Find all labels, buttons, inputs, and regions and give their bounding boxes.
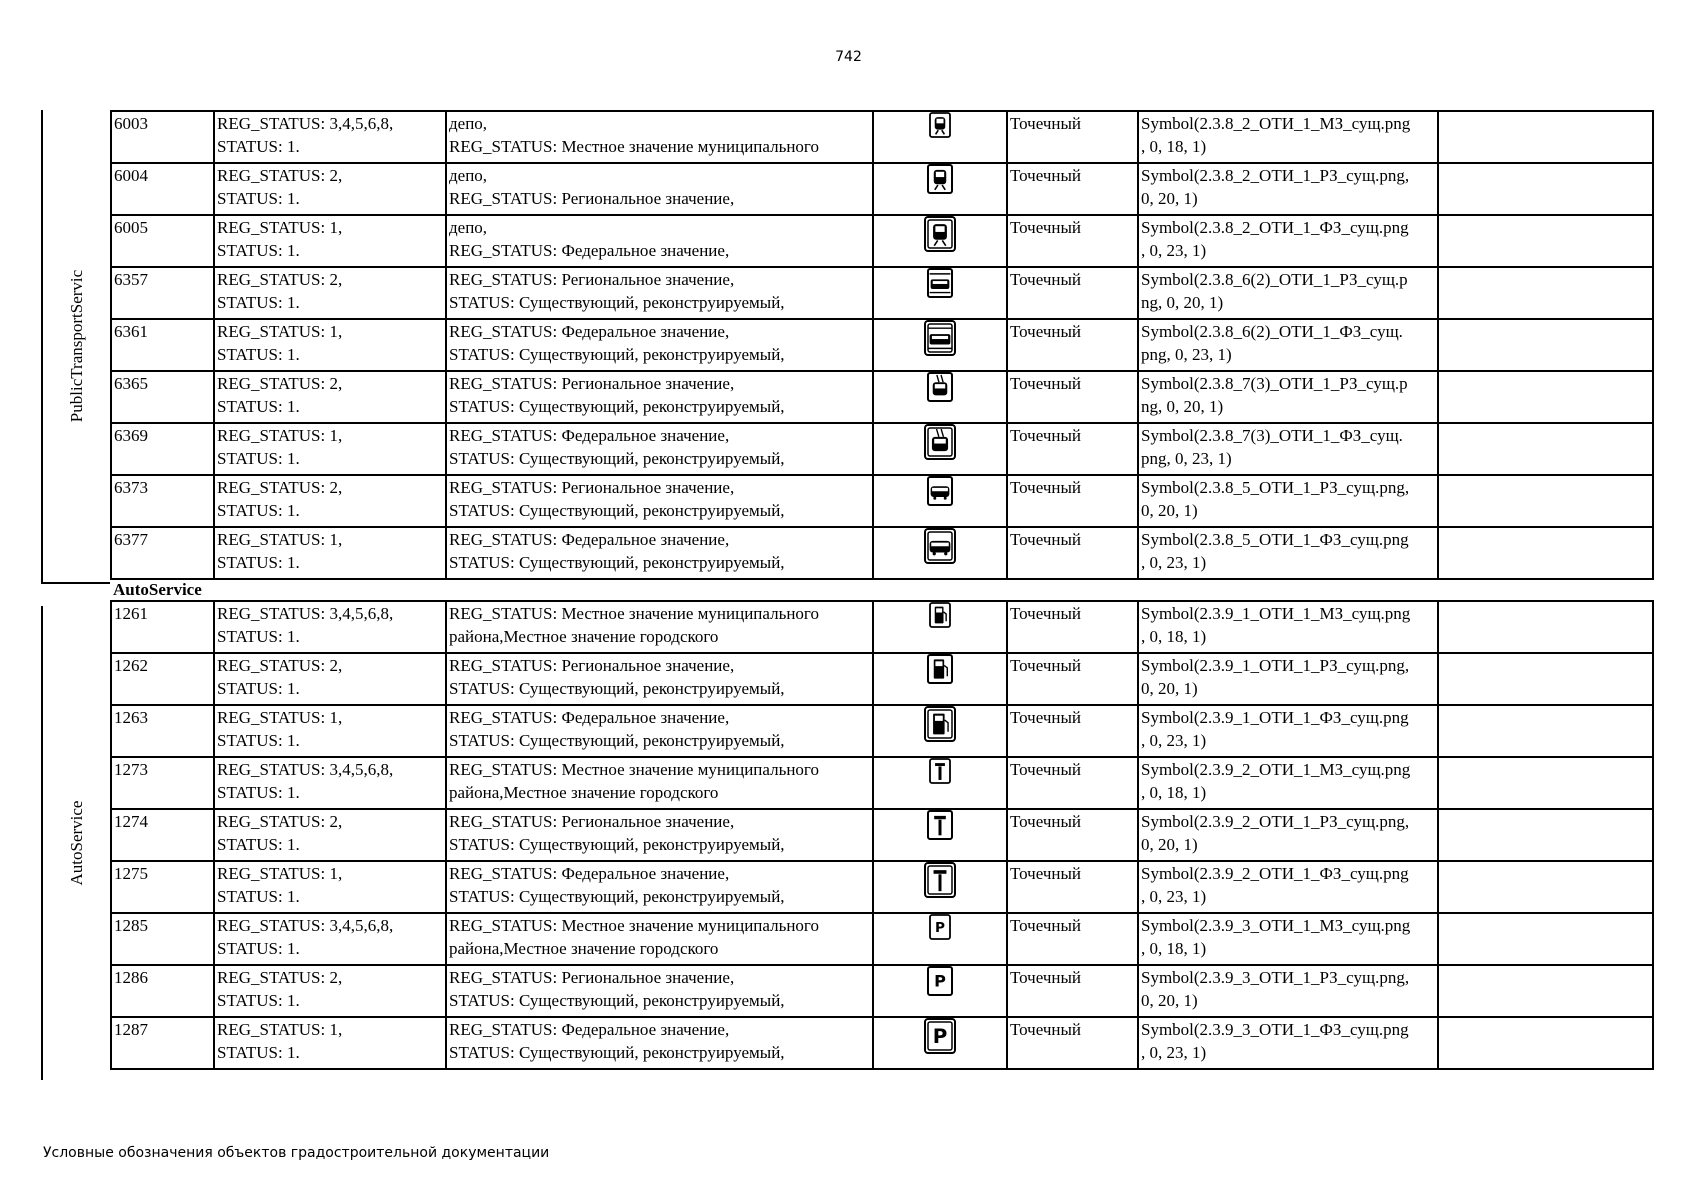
- empty-cell: [1438, 111, 1653, 163]
- description-cell: [446, 371, 873, 423]
- symbol-cell: [873, 965, 1007, 1017]
- group-label-public-transport: [41, 110, 110, 584]
- symbol-spec-cell: [1138, 111, 1438, 163]
- reg-status-cell: [214, 319, 446, 371]
- table-row: [111, 1017, 1653, 1069]
- description-line-1: REG_STATUS: Федеральное значение,: [449, 530, 730, 549]
- tram-depot-icon: [927, 272, 953, 291]
- description-cell: [446, 423, 873, 475]
- description-line-1: депо,: [449, 166, 488, 185]
- object-code: 6373: [111, 475, 214, 527]
- symbol-spec-line-1: Symbol(2.3.9_3_ОТИ_1_ФЗ_сущ.png: [1141, 1020, 1409, 1039]
- geometry-type: Точечный: [1007, 653, 1138, 705]
- status-values: STATUS: 1.: [217, 887, 300, 906]
- symbol-spec-line-1: Symbol(2.3.8_5_ОТИ_1_РЗ_сущ.png,: [1141, 478, 1410, 497]
- reg-status-values: REG_STATUS: 2,: [217, 812, 343, 831]
- empty-cell: [1438, 163, 1653, 215]
- symbol-cell: [873, 809, 1007, 861]
- description-line-1: депо,: [449, 218, 488, 237]
- object-code: 6005: [111, 215, 214, 267]
- description-line-1: REG_STATUS: Региональное значение,: [449, 374, 735, 393]
- table-row: [111, 809, 1653, 861]
- description-cell: [446, 1017, 873, 1069]
- geometry-type: Точечный: [1007, 757, 1138, 809]
- symbol-cell: [873, 913, 1007, 965]
- description-line-1: REG_STATUS: Региональное значение,: [449, 478, 735, 497]
- fuel-station-icon: [924, 713, 956, 732]
- symbol-spec-cell: [1138, 163, 1438, 215]
- symbol-spec-line-1: Symbol(2.3.9_1_ОТИ_1_ФЗ_сущ.png: [1141, 708, 1409, 727]
- empty-cell: [1438, 475, 1653, 527]
- section-header-row: [111, 579, 1653, 601]
- geometry-type: Точечный: [1007, 601, 1138, 653]
- table-row: [111, 705, 1653, 757]
- object-code: 1262: [111, 653, 214, 705]
- reg-status-cell: [214, 913, 446, 965]
- symbol-spec-line-2: , 0, 18, 1): [1141, 939, 1207, 958]
- geometry-type: Точечный: [1007, 423, 1138, 475]
- object-code: 6004: [111, 163, 214, 215]
- bus-depot-icon: [924, 535, 956, 554]
- symbol-spec-line-1: Symbol(2.3.8_5_ОТИ_1_ФЗ_сущ.png: [1141, 530, 1409, 549]
- symbol-spec-line-1: Symbol(2.3.8_7(3)_ОТИ_1_ФЗ_сущ.: [1141, 426, 1403, 445]
- symbol-spec-cell: [1138, 423, 1438, 475]
- group-label-autoservice: [41, 606, 110, 1080]
- reg-status-cell: [214, 163, 446, 215]
- symbol-spec-cell: [1138, 1017, 1438, 1069]
- symbol-cell: [873, 475, 1007, 527]
- reg-status-values: REG_STATUS: 2,: [217, 166, 343, 185]
- table-row: [111, 111, 1653, 163]
- reg-status-values: REG_STATUS: 1,: [217, 864, 343, 883]
- status-values: STATUS: 1.: [217, 449, 300, 468]
- symbol-cell: [873, 861, 1007, 913]
- symbol-spec-cell: [1138, 319, 1438, 371]
- reg-status-values: REG_STATUS: 1,: [217, 426, 343, 445]
- geometry-type: Точечный: [1007, 111, 1138, 163]
- geometry-type: Точечный: [1007, 163, 1138, 215]
- reg-status-values: REG_STATUS: 2,: [217, 374, 343, 393]
- geometry-type: Точечный: [1007, 527, 1138, 579]
- empty-cell: [1438, 861, 1653, 913]
- symbol-cell: [873, 267, 1007, 319]
- status-values: STATUS: 1.: [217, 397, 300, 416]
- symbol-cell: [873, 215, 1007, 267]
- table-row: [111, 653, 1653, 705]
- symbol-cell: [873, 163, 1007, 215]
- fuel-station-icon: [929, 604, 951, 623]
- status-values: STATUS: 1.: [217, 731, 300, 750]
- tram-depot-icon: [924, 327, 956, 346]
- parking-icon: [924, 1025, 956, 1049]
- object-code: 6357: [111, 267, 214, 319]
- symbol-spec-line-1: Symbol(2.3.9_3_ОТИ_1_МЗ_сущ.png: [1141, 916, 1411, 935]
- description-line-2: STATUS: Существующий, реконструируемый,: [449, 731, 785, 750]
- car-service-icon: [927, 814, 953, 833]
- reg-status-cell: [214, 527, 446, 579]
- description-line-2: района,Местное значение городского: [449, 783, 719, 802]
- empty-cell: [1438, 965, 1653, 1017]
- table-row: [111, 965, 1653, 1017]
- object-code: 6369: [111, 423, 214, 475]
- reg-status-cell: [214, 705, 446, 757]
- symbol-spec-cell: [1138, 475, 1438, 527]
- reg-status-cell: [214, 861, 446, 913]
- description-cell: [446, 809, 873, 861]
- symbol-cell: [873, 601, 1007, 653]
- symbol-spec-line-2: , 0, 18, 1): [1141, 137, 1207, 156]
- geometry-type: Точечный: [1007, 965, 1138, 1017]
- geometry-type: Точечный: [1007, 809, 1138, 861]
- reg-status-values: REG_STATUS: 1,: [217, 708, 343, 727]
- reg-status-values: REG_STATUS: 2,: [217, 656, 343, 675]
- reg-status-values: REG_STATUS: 3,4,5,6,8,: [217, 604, 394, 623]
- description-line-2: STATUS: Существующий, реконструируемый,: [449, 553, 785, 572]
- description-line-2: района,Местное значение городского: [449, 627, 719, 646]
- symbol-spec-line-1: Symbol(2.3.9_1_ОТИ_1_МЗ_сущ.png: [1141, 604, 1411, 623]
- object-code: 6377: [111, 527, 214, 579]
- reg-status-values: REG_STATUS: 1,: [217, 530, 343, 549]
- status-values: STATUS: 1.: [217, 1043, 300, 1062]
- symbol-spec-line-1: Symbol(2.3.8_2_ОТИ_1_ФЗ_сущ.png: [1141, 218, 1409, 237]
- symbol-spec-line-1: Symbol(2.3.8_2_ОТИ_1_РЗ_сущ.png,: [1141, 166, 1410, 185]
- status-values: STATUS: 1.: [217, 189, 300, 208]
- object-code: 1274: [111, 809, 214, 861]
- object-code: 1261: [111, 601, 214, 653]
- empty-cell: [1438, 423, 1653, 475]
- reg-status-values: REG_STATUS: 1,: [217, 322, 343, 341]
- table-row: [111, 913, 1653, 965]
- description-line-2: STATUS: Существующий, реконструируемый,: [449, 345, 785, 364]
- symbol-spec-cell: [1138, 705, 1438, 757]
- trolleybus-depot-icon: [927, 376, 953, 395]
- symbol-spec-line-2: , 0, 23, 1): [1141, 887, 1207, 906]
- symbol-spec-line-2: png, 0, 23, 1): [1141, 345, 1232, 364]
- object-code: 6365: [111, 371, 214, 423]
- object-code: 1287: [111, 1017, 214, 1069]
- reg-status-values: REG_STATUS: 3,4,5,6,8,: [217, 760, 394, 779]
- table-row: [111, 527, 1653, 579]
- parking-icon: [927, 970, 953, 989]
- description-line-2: STATUS: Существующий, реконструируемый,: [449, 449, 785, 468]
- description-cell: [446, 757, 873, 809]
- symbol-spec-line-1: Symbol(2.3.9_2_ОТИ_1_ФЗ_сущ.png: [1141, 864, 1409, 883]
- description-cell: [446, 913, 873, 965]
- footer-text: Условные обозначения объектов градостроительной документации: [43, 1145, 550, 1161]
- symbol-spec-cell: [1138, 653, 1438, 705]
- car-service-icon: [924, 869, 956, 888]
- description-cell: [446, 527, 873, 579]
- reg-status-cell: [214, 653, 446, 705]
- description-line-2: STATUS: Существующий, реконструируемый,: [449, 1043, 785, 1062]
- status-values: STATUS: 1.: [217, 939, 300, 958]
- description-line-1: REG_STATUS: Федеральное значение,: [449, 864, 730, 883]
- description-line-2: STATUS: Существующий, реконструируемый,: [449, 835, 785, 854]
- reg-status-values: REG_STATUS: 1,: [217, 1020, 343, 1039]
- description-cell: [446, 267, 873, 319]
- depot-metro-icon: [924, 223, 956, 242]
- reg-status-cell: [214, 215, 446, 267]
- description-line-2: REG_STATUS: Федеральное значение,: [449, 241, 730, 260]
- description-line-2: STATUS: Существующий, реконструируемый,: [449, 679, 785, 698]
- empty-cell: [1438, 371, 1653, 423]
- reg-status-cell: [214, 267, 446, 319]
- symbol-spec-line-1: Symbol(2.3.9_2_ОТИ_1_РЗ_сущ.png,: [1141, 812, 1410, 831]
- object-code: 6003: [111, 111, 214, 163]
- description-cell: [446, 163, 873, 215]
- svg-text:P: P: [932, 1025, 948, 1049]
- description-line-2: STATUS: Существующий, реконструируемый,: [449, 501, 785, 520]
- symbol-spec-line-2: 0, 20, 1): [1141, 991, 1198, 1010]
- geometry-type: Точечный: [1007, 475, 1138, 527]
- symbol-spec-line-2: 0, 20, 1): [1141, 501, 1198, 520]
- symbol-cell: [873, 371, 1007, 423]
- object-code: 1275: [111, 861, 214, 913]
- status-values: STATUS: 1.: [217, 991, 300, 1010]
- reg-status-cell: [214, 809, 446, 861]
- description-line-1: депо,: [449, 114, 488, 133]
- bus-depot-icon: [927, 480, 953, 499]
- depot-metro-icon: [929, 114, 951, 133]
- description-line-2: REG_STATUS: Местное значение муниципального: [449, 137, 819, 156]
- description-line-1: REG_STATUS: Региональное значение,: [449, 656, 735, 675]
- status-values: STATUS: 1.: [217, 783, 300, 802]
- reg-status-values: REG_STATUS: 3,4,5,6,8,: [217, 114, 394, 133]
- symbol-cell: [873, 423, 1007, 475]
- description-line-2: района,Местное значение городского: [449, 939, 719, 958]
- geometry-type: Точечный: [1007, 705, 1138, 757]
- symbol-cell: [873, 757, 1007, 809]
- object-code: 1263: [111, 705, 214, 757]
- description-cell: [446, 475, 873, 527]
- object-code: 1273: [111, 757, 214, 809]
- description-line-1: REG_STATUS: Федеральное значение,: [449, 322, 730, 341]
- table-row: [111, 319, 1653, 371]
- empty-cell: [1438, 267, 1653, 319]
- geometry-type: Точечный: [1007, 1017, 1138, 1069]
- symbol-spec-line-1: Symbol(2.3.9_1_ОТИ_1_РЗ_сущ.png,: [1141, 656, 1410, 675]
- status-values: STATUS: 1.: [217, 501, 300, 520]
- description-line-1: REG_STATUS: Местное значение муниципального: [449, 916, 819, 935]
- symbol-spec-cell: [1138, 371, 1438, 423]
- reg-status-cell: [214, 965, 446, 1017]
- symbol-spec-line-1: Symbol(2.3.8_7(3)_ОТИ_1_РЗ_сущ.p: [1141, 374, 1408, 393]
- symbol-spec-cell: [1138, 913, 1438, 965]
- symbol-cell: [873, 111, 1007, 163]
- group-label-text: AutoService: [66, 800, 86, 886]
- parking-icon: [929, 916, 951, 935]
- description-line-1: REG_STATUS: Местное значение муниципального: [449, 604, 819, 623]
- symbol-spec-line-1: Symbol(2.3.9_2_ОТИ_1_МЗ_сущ.png: [1141, 760, 1411, 779]
- symbol-spec-line-1: Symbol(2.3.9_3_ОТИ_1_РЗ_сущ.png,: [1141, 968, 1410, 987]
- geometry-type: Точечный: [1007, 913, 1138, 965]
- description-line-1: REG_STATUS: Региональное значение,: [449, 968, 735, 987]
- description-line-2: STATUS: Существующий, реконструируемый,: [449, 397, 785, 416]
- reg-status-values: REG_STATUS: 2,: [217, 478, 343, 497]
- description-line-1: REG_STATUS: Федеральное значение,: [449, 708, 730, 727]
- table-row: [111, 267, 1653, 319]
- object-code: 6361: [111, 319, 214, 371]
- description-line-1: REG_STATUS: Региональное значение,: [449, 270, 735, 289]
- symbol-spec-line-1: Symbol(2.3.8_6(2)_ОТИ_1_ФЗ_сущ.: [1141, 322, 1403, 341]
- empty-cell: [1438, 527, 1653, 579]
- symbol-cell: [873, 527, 1007, 579]
- geometry-type: Точечный: [1007, 267, 1138, 319]
- description-line-2: STATUS: Существующий, реконструируемый,: [449, 293, 785, 312]
- reg-status-cell: [214, 423, 446, 475]
- description-line-1: REG_STATUS: Федеральное значение,: [449, 426, 730, 445]
- table-row: [111, 861, 1653, 913]
- table-row: [111, 475, 1653, 527]
- symbol-spec-line-2: , 0, 23, 1): [1141, 731, 1207, 750]
- status-values: STATUS: 1.: [217, 835, 300, 854]
- symbol-spec-line-2: png, 0, 23, 1): [1141, 449, 1232, 468]
- table-row: [111, 423, 1653, 475]
- geometry-type: Точечный: [1007, 215, 1138, 267]
- status-values: STATUS: 1.: [217, 293, 300, 312]
- symbol-spec-cell: [1138, 809, 1438, 861]
- empty-cell: [1438, 1017, 1653, 1069]
- description-line-1: REG_STATUS: Местное значение муниципального: [449, 760, 819, 779]
- symbol-spec-cell: [1138, 215, 1438, 267]
- symbol-spec-line-2: 0, 20, 1): [1141, 189, 1198, 208]
- symbol-spec-cell: [1138, 527, 1438, 579]
- symbol-spec-line-2: 0, 20, 1): [1141, 679, 1198, 698]
- car-service-icon: [929, 760, 951, 779]
- empty-cell: [1438, 601, 1653, 653]
- empty-cell: [1438, 319, 1653, 371]
- empty-cell: [1438, 809, 1653, 861]
- symbol-spec-line-2: , 0, 18, 1): [1141, 783, 1207, 802]
- description-cell: [446, 653, 873, 705]
- description-cell: [446, 705, 873, 757]
- trolleybus-depot-icon: [924, 431, 956, 450]
- reg-status-cell: [214, 111, 446, 163]
- description-cell: [446, 601, 873, 653]
- description-line-2: REG_STATUS: Региональное значение,: [449, 189, 735, 208]
- symbol-spec-cell: [1138, 757, 1438, 809]
- symbol-spec-line-2: , 0, 23, 1): [1141, 241, 1207, 260]
- description-line-2: STATUS: Существующий, реконструируемый,: [449, 991, 785, 1010]
- depot-metro-icon: [927, 168, 953, 187]
- geometry-type: Точечный: [1007, 861, 1138, 913]
- symbol-spec-line-2: , 0, 23, 1): [1141, 1043, 1207, 1062]
- reg-status-values: REG_STATUS: 1,: [217, 218, 343, 237]
- empty-cell: [1438, 757, 1653, 809]
- symbol-cell: [873, 319, 1007, 371]
- empty-cell: [1438, 653, 1653, 705]
- empty-cell: [1438, 913, 1653, 965]
- table-row: [111, 601, 1653, 653]
- symbol-spec-cell: [1138, 965, 1438, 1017]
- description-cell: [446, 111, 873, 163]
- symbol-spec-line-2: ng, 0, 20, 1): [1141, 397, 1224, 416]
- status-values: STATUS: 1.: [217, 679, 300, 698]
- status-values: STATUS: 1.: [217, 627, 300, 646]
- symbol-spec-line-2: , 0, 18, 1): [1141, 627, 1207, 646]
- table-row: [111, 215, 1653, 267]
- description-cell: [446, 215, 873, 267]
- table-row: [111, 163, 1653, 215]
- symbol-cell: [873, 653, 1007, 705]
- table-row: [111, 757, 1653, 809]
- reg-status-cell: [214, 601, 446, 653]
- reg-status-values: REG_STATUS: 3,4,5,6,8,: [217, 916, 394, 935]
- empty-cell: [1438, 215, 1653, 267]
- description-cell: [446, 965, 873, 1017]
- geometry-type: Точечный: [1007, 319, 1138, 371]
- description-cell: [446, 861, 873, 913]
- object-code: 1285: [111, 913, 214, 965]
- legend-table: [110, 110, 1654, 1070]
- symbol-cell: [873, 1017, 1007, 1069]
- description-line-1: REG_STATUS: Федеральное значение,: [449, 1020, 730, 1039]
- page-number: 742: [835, 49, 862, 65]
- symbol-spec-cell: [1138, 267, 1438, 319]
- object-code: 1286: [111, 965, 214, 1017]
- reg-status-values: REG_STATUS: 2,: [217, 270, 343, 289]
- section-header: AutoService: [111, 579, 1653, 601]
- symbol-spec-line-2: , 0, 23, 1): [1141, 553, 1207, 572]
- status-values: STATUS: 1.: [217, 345, 300, 364]
- status-values: STATUS: 1.: [217, 137, 300, 156]
- symbol-spec-line-1: Symbol(2.3.8_6(2)_ОТИ_1_РЗ_сущ.p: [1141, 270, 1408, 289]
- description-line-1: REG_STATUS: Региональное значение,: [449, 812, 735, 831]
- symbol-spec-line-2: ng, 0, 20, 1): [1141, 293, 1224, 312]
- geometry-type: Точечный: [1007, 371, 1138, 423]
- empty-cell: [1438, 705, 1653, 757]
- status-values: STATUS: 1.: [217, 241, 300, 260]
- description-cell: [446, 319, 873, 371]
- reg-status-cell: [214, 757, 446, 809]
- fuel-station-icon: [927, 658, 953, 677]
- reg-status-cell: [214, 1017, 446, 1069]
- symbol-cell: [873, 705, 1007, 757]
- symbol-spec-cell: [1138, 861, 1438, 913]
- status-values: STATUS: 1.: [217, 553, 300, 572]
- table-row: [111, 371, 1653, 423]
- reg-status-cell: [214, 371, 446, 423]
- group-label-text: PublicTransportServic: [66, 269, 86, 423]
- symbol-spec-cell: [1138, 601, 1438, 653]
- reg-status-cell: [214, 475, 446, 527]
- symbol-spec-line-2: 0, 20, 1): [1141, 835, 1198, 854]
- symbol-spec-line-1: Symbol(2.3.8_2_ОТИ_1_МЗ_сущ.png: [1141, 114, 1411, 133]
- svg-text:P: P: [935, 919, 945, 936]
- svg-text:P: P: [934, 971, 946, 991]
- description-line-2: STATUS: Существующий, реконструируемый,: [449, 887, 785, 906]
- reg-status-values: REG_STATUS: 2,: [217, 968, 343, 987]
